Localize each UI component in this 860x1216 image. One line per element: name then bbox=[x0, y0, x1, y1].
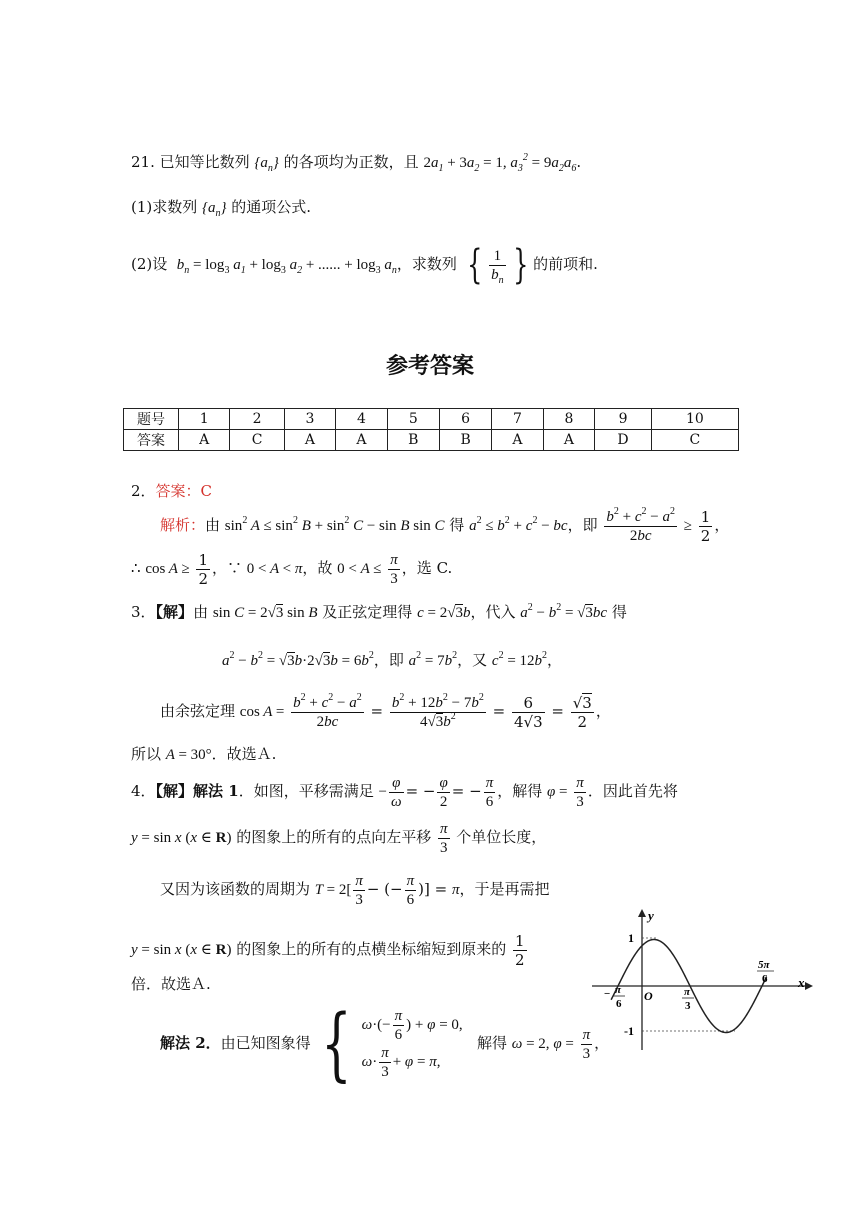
sol4-line4: y = sin x (x ∈ R) 的图象上的所有的点横坐标缩短到原来的 $\frac{1}{2}$ bbox=[131, 931, 525, 969]
q21-line1: 21. 已知等比数列 $\{a_n\}$ 的各项均为正数，且 $2a_1 + 3a_2 = 1$, $a_3^2 = 9a_2a_6$. bbox=[131, 152, 582, 174]
x-axis-arrow bbox=[805, 982, 813, 990]
table-cell: A bbox=[284, 430, 335, 451]
table-cell: C bbox=[651, 430, 738, 451]
table-cell: D bbox=[595, 430, 652, 451]
sol2-head: 2．答案：C bbox=[131, 482, 213, 500]
svg-text:−: − bbox=[604, 988, 611, 1000]
system-eq2: ω· $\frac{\pi}{3}$ + φ = π, bbox=[361, 1045, 441, 1080]
answer-table bbox=[123, 408, 739, 451]
table-row bbox=[124, 409, 739, 430]
table-cell: 9 bbox=[595, 409, 652, 430]
system-eq1: ω·(− $\frac{\pi}{6}$ ) + φ = 0, bbox=[361, 1008, 463, 1043]
table-cell: 6 bbox=[439, 409, 491, 430]
table-cell: 4 bbox=[336, 409, 387, 430]
table-cell: C bbox=[230, 430, 284, 451]
page-title: 参考答案 bbox=[385, 354, 474, 379]
y-axis-label: y bbox=[648, 908, 654, 923]
table-cell: A bbox=[543, 430, 594, 451]
svg-text:π: π bbox=[684, 986, 691, 998]
table-cell: 3 bbox=[284, 409, 335, 430]
svg-text:3: 3 bbox=[685, 1000, 691, 1012]
table-row bbox=[124, 430, 739, 451]
table-cell: A bbox=[179, 430, 230, 451]
label-minus-one: -1 bbox=[624, 1024, 634, 1038]
tick-5pi-6 bbox=[757, 959, 774, 985]
table-cell: 8 bbox=[543, 409, 594, 430]
table-cell: 7 bbox=[492, 409, 543, 430]
sol4-line3: 又因为该函数的周期为 T = 2[ $\frac{\pi}{3}$ − (− $\frac{\pi}{6}$ )] = π，于是再需把 bbox=[160, 872, 550, 908]
table-cell: B bbox=[439, 430, 491, 451]
sol2-line2: ∴ cos A ≥ $\frac{1}{2}$ ，∵ 0 < A < π，故 0 < A ≤ $\frac{\pi}{3}$ ，选 C. bbox=[131, 550, 453, 588]
table-cell: 10 bbox=[651, 409, 738, 430]
sine-graph bbox=[580, 905, 820, 1055]
x-axis-label: x bbox=[798, 975, 805, 990]
svg-text:6: 6 bbox=[762, 973, 768, 985]
sol4-line2: y = sin x (x ∈ R) 的图象上的所有的点向左平移 $\frac{\pi}{3}$ 个单位长度， bbox=[131, 820, 547, 856]
table-cell: A bbox=[492, 430, 543, 451]
q21-part2: (2)设 $b_n = \log_3 a_1 + \log_3 a_2$ + ...... + $\log_3 a_n$，求数列 { $\frac{1}{b_n}$ } 的前项和. bbox=[131, 242, 598, 288]
sol4-line1: 4．【解】解法 1．如图，平移需满足 − $\frac{\varphi}{\omega}$ = − $\frac{\varphi}{2}$ = − $\frac{\pi}{6}$ ，解得 φ = $\frac{\pi}{3}$ ．因此首先将 bbox=[131, 774, 678, 810]
sol4-method2: 解法 2．由已知图象得 { ω·(− $\frac{\pi}{6}$ ) + φ = 0, ω· $\frac{\pi}{3}$ + φ = π, 解得 ω = 2, φ = $\frac{\pi}{3}$ ， bbox=[160, 997, 610, 1090]
table-cell: B bbox=[387, 430, 439, 451]
tick-neg-pi-6 bbox=[604, 984, 625, 1010]
sol4-line5: 倍．故选Ａ. bbox=[131, 975, 211, 993]
sol3-line3: 由余弦定理 cos A = $\frac{b^2 + c^2 - a^2}{2bc}$ = $\frac{b^2 + 12b^2 - 7b^2}{4√3b^2}$ = $\frac{6}{4√3}$ = $\frac{√3}{2}$ ， bbox=[160, 691, 611, 731]
y-axis-arrow bbox=[638, 909, 646, 917]
svg-text:π: π bbox=[615, 984, 622, 996]
table-cell: 5 bbox=[387, 409, 439, 430]
svg-text:5π: 5π bbox=[758, 959, 770, 971]
table-header-cell: 题号 bbox=[124, 409, 179, 430]
svg-text:6: 6 bbox=[616, 998, 622, 1010]
table-cell: 1 bbox=[179, 409, 230, 430]
sol3-line4: 所以 A = 30°．故选Ａ. bbox=[131, 745, 277, 763]
label-one: 1 bbox=[628, 931, 634, 945]
sol3-line1: 3．【解】由 sin C = 2√3 sin B 及正弦定理得 c = 2√3b，代入 $a^2 - b^2 = √3bc$ 得 bbox=[131, 602, 627, 621]
table-cell: A bbox=[336, 430, 387, 451]
sol3-line2: $a^2 - b^2 = √3b\cdot 2√3b = 6b^2$，即 $a^2 = 7b^2$，又 $c^2 = 12b^2$， bbox=[222, 650, 563, 669]
q21-part1: (1)求数列 $\{a_n\}$ 的通项公式. bbox=[131, 198, 312, 219]
sol2-line1: 解析：由 $\sin^2 A \le \sin^2 B + \sin^2 C - \sin B$ sin C 得 $a^2 \le b^2 + c^2$ − bc，即 $\frac{b^2 + c^2 - a^2}{2bc}$ ≥ $\frac{1}{2}$ ， bbox=[160, 505, 730, 545]
table-header-cell: 答案 bbox=[124, 430, 179, 451]
table-cell: 2 bbox=[230, 409, 284, 430]
origin-label: O bbox=[644, 989, 653, 1003]
